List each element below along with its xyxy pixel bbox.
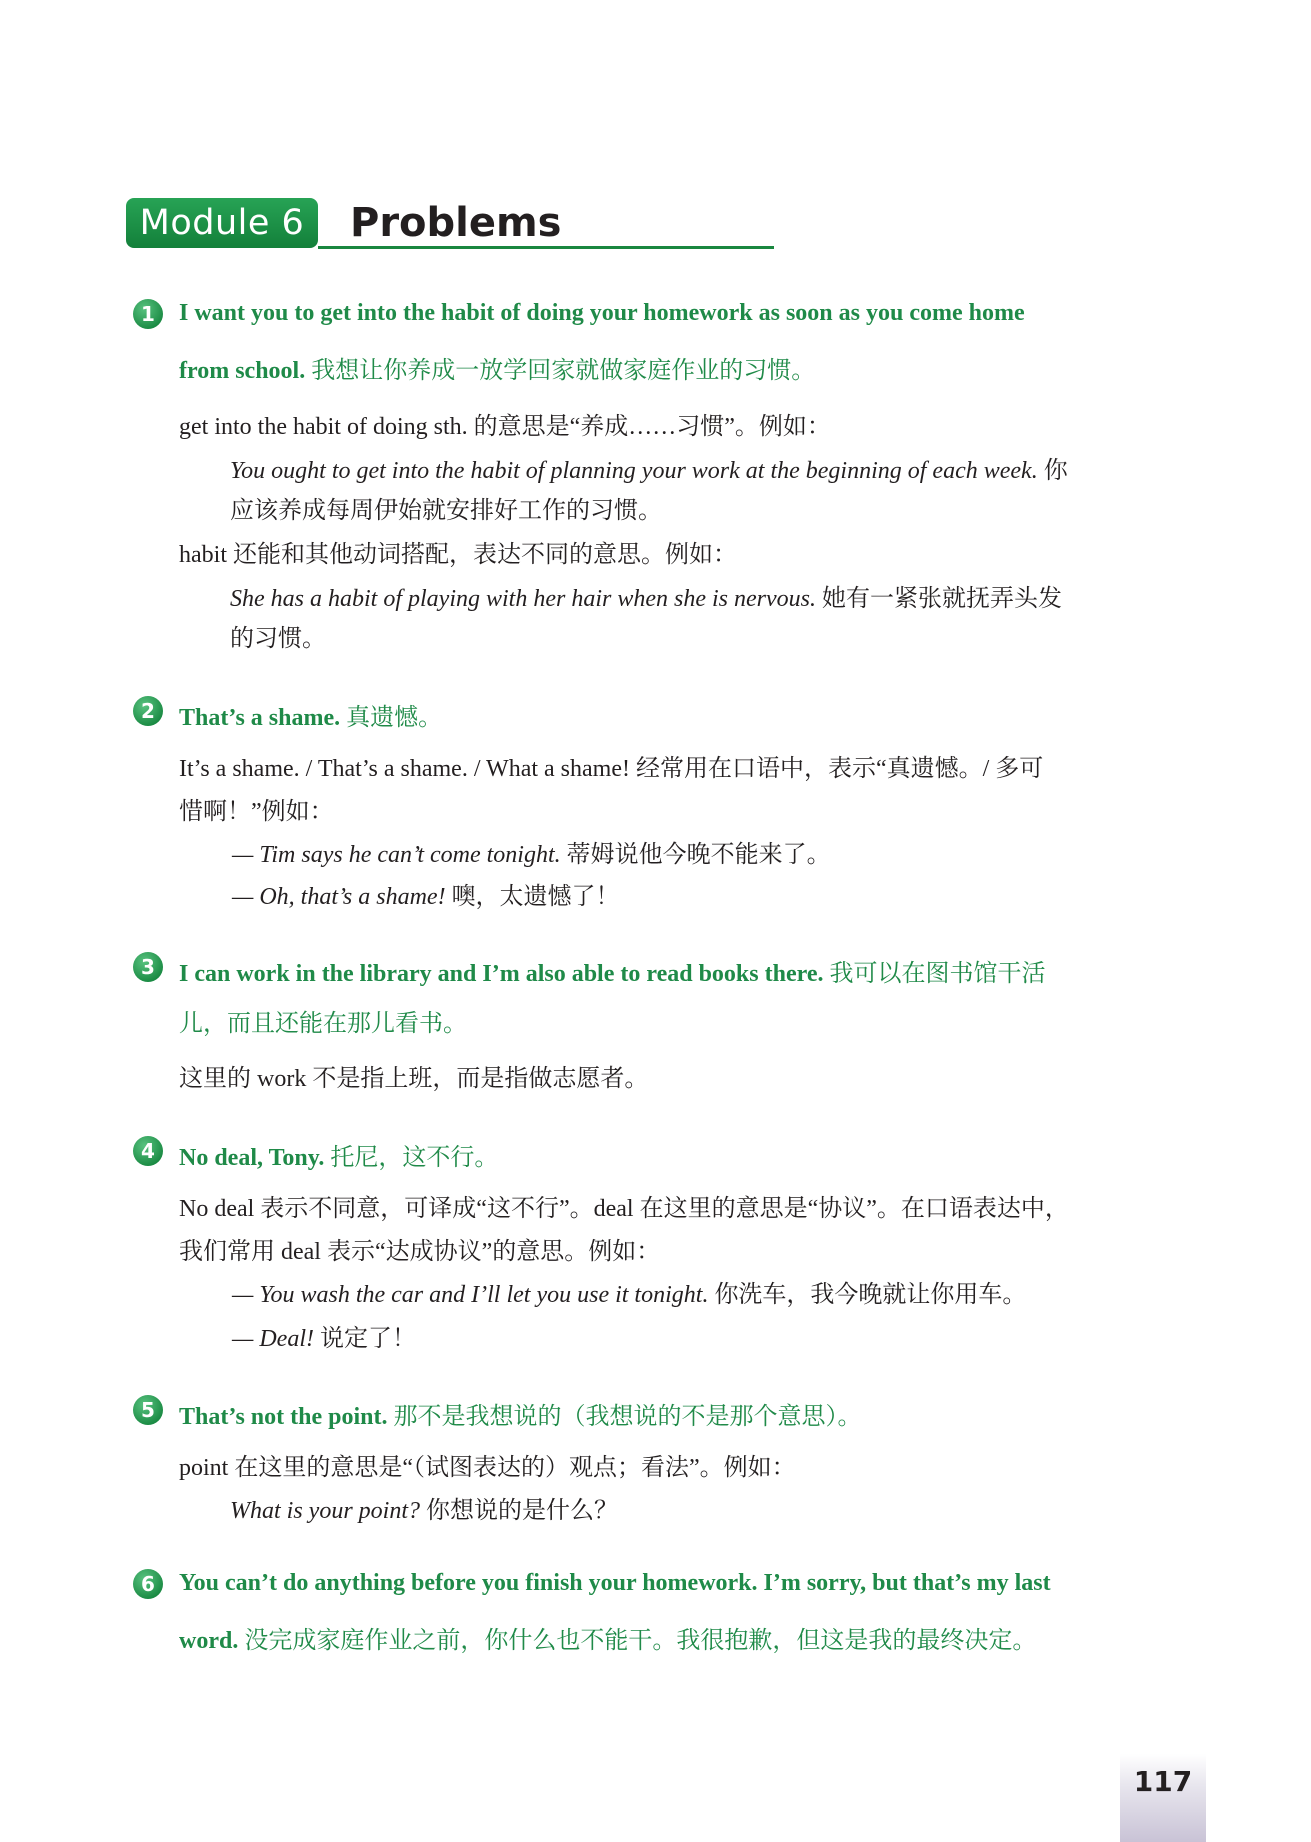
item-1-example-2-cn-b: 的习惯。 <box>230 626 326 652</box>
item-4-dialog-2 <box>232 1318 416 1353</box>
item-1-heading-cn: 我想让你养成一放学回家就做家庭作业的习惯。 <box>311 358 816 384</box>
item-1-example-1-line-1 <box>230 450 1068 485</box>
item-4-dialog-2-en: — Deal! <box>232 1326 314 1352</box>
item-6-heading-cn: 没完成家庭作业之前，你什么也不能干。我很抱歉，但这是我的最终决定。 <box>244 1628 1037 1654</box>
item-2-dialog-1 <box>232 834 831 869</box>
item-5-example <box>230 1490 618 1525</box>
item-5-example-cn: 你想说的是什么？ <box>426 1498 618 1524</box>
page-number: 117 <box>1120 1754 1206 1842</box>
item-4-heading-cn: 托尼，这不行。 <box>330 1145 499 1171</box>
item-4-dialog-2-cn: 说定了！ <box>319 1326 416 1352</box>
item-4-dialog-1-cn: 你洗车，我今晚就让你用车。 <box>714 1282 1027 1308</box>
item-1-heading-en-2: from school. <box>179 358 306 384</box>
item-5-heading-cn: 那不是我想说的（我想说的不是那个意思）。 <box>393 1404 862 1430</box>
item-number-badge: 5 <box>133 1395 163 1425</box>
item-3-heading-en: I can work in the library and I’m also able to read books there. <box>179 961 824 987</box>
item-2-explanation-1: It’s a shame. / That’s a shame. / What a shame! 经常用在口语中，表示“真遗憾。/ 多可 <box>179 756 1044 782</box>
item-6-heading-en-1: You can’t do anything before you finish your homework. I’m sorry, but that’s my last <box>179 1570 1051 1596</box>
item-5-heading-en: That’s not the point. <box>179 1404 388 1430</box>
item-1-heading-en-1: I want you to get into the habit of doing your homework as soon as you come home <box>179 300 1025 326</box>
item-1-example-2-line-1 <box>230 578 1062 613</box>
item-4-heading <box>179 1137 498 1172</box>
item-5-heading <box>179 1396 861 1431</box>
module-title: Problems <box>350 200 562 246</box>
item-4-explanation-1: No deal 表示不同意，可译成“这不行”。deal 在这里的意思是“协议”。在口语表达中， <box>179 1196 1069 1222</box>
item-1-example-1-en: You ought to get into the habit of planning your work at the beginning of each week. <box>230 458 1038 484</box>
item-4-dialog-1-en: — You wash the car and I’ll let you use it tonight. <box>232 1282 709 1308</box>
item-2-heading-en: That’s a shame. <box>179 705 341 731</box>
item-2-heading <box>179 697 442 732</box>
item-1-example-2-en: She has a habit of playing with her hair when she is nervous. <box>230 586 816 612</box>
item-number-badge: 3 <box>133 952 163 982</box>
item-number-badge: 6 <box>133 1569 163 1599</box>
item-1-example-1-cn-b: 应该养成每周伊始就安排好工作的习惯。 <box>230 498 662 524</box>
item-6-heading-en-2: word. <box>179 1628 239 1654</box>
module-title-underline <box>318 246 774 249</box>
item-6-heading-line-1 <box>179 1570 1051 1597</box>
item-1-example-2-cn-a: 她有一紧张就抚弄头发 <box>821 586 1062 612</box>
item-2-dialog-2-cn: 噢，太遗憾了！ <box>451 884 620 910</box>
item-number-badge: 2 <box>133 696 163 726</box>
item-number-badge: 1 <box>133 299 163 329</box>
item-1-explanation-1: get into the habit of doing sth. 的意思是“养成……习惯”。例如： <box>179 414 831 440</box>
item-5-explanation-1: point 在这里的意思是“（试图表达的）观点；看法”。例如： <box>179 1455 796 1481</box>
item-4-dialog-1 <box>232 1274 1026 1309</box>
item-2-dialog-1-cn: 蒂姆说他今晚不能来了。 <box>566 842 831 868</box>
item-6-heading-line-2 <box>179 1620 1036 1655</box>
item-2-explanation-2: 惜啊！”例如： <box>179 799 334 825</box>
item-2-dialog-2-en: — Oh, that’s a shame! <box>232 884 446 910</box>
item-1-heading-line-1 <box>179 300 1025 327</box>
item-4-heading-en: No deal, Tony. <box>179 1145 325 1171</box>
module-badge: Module 6 <box>126 198 318 248</box>
item-3-heading-cn-1: 我可以在图书馆干活 <box>829 961 1046 987</box>
item-2-heading-cn: 真遗憾。 <box>346 705 443 731</box>
item-5-example-en: What is your point? <box>230 1498 420 1524</box>
item-2-dialog-1-en: — Tim says he can’t come tonight. <box>232 842 561 868</box>
item-1-explanation-2: habit 还能和其他动词搭配，表达不同的意思。例如： <box>179 542 737 568</box>
item-1-example-1-cn-a: 你 <box>1043 458 1068 484</box>
item-1-heading-line-2 <box>179 350 815 385</box>
item-4-explanation-2: 我们常用 deal 表示“达成协议”的意思。例如： <box>179 1239 661 1265</box>
item-number-badge: 4 <box>133 1136 163 1166</box>
item-3-heading-line-1 <box>179 953 1045 988</box>
item-3-explanation-1: 这里的 work 不是指上班，而是指做志愿者。 <box>179 1066 649 1092</box>
item-2-dialog-2 <box>232 876 620 911</box>
item-3-heading-cn-2: 儿，而且还能在那儿看书。 <box>179 1011 467 1037</box>
module-header <box>126 198 774 248</box>
